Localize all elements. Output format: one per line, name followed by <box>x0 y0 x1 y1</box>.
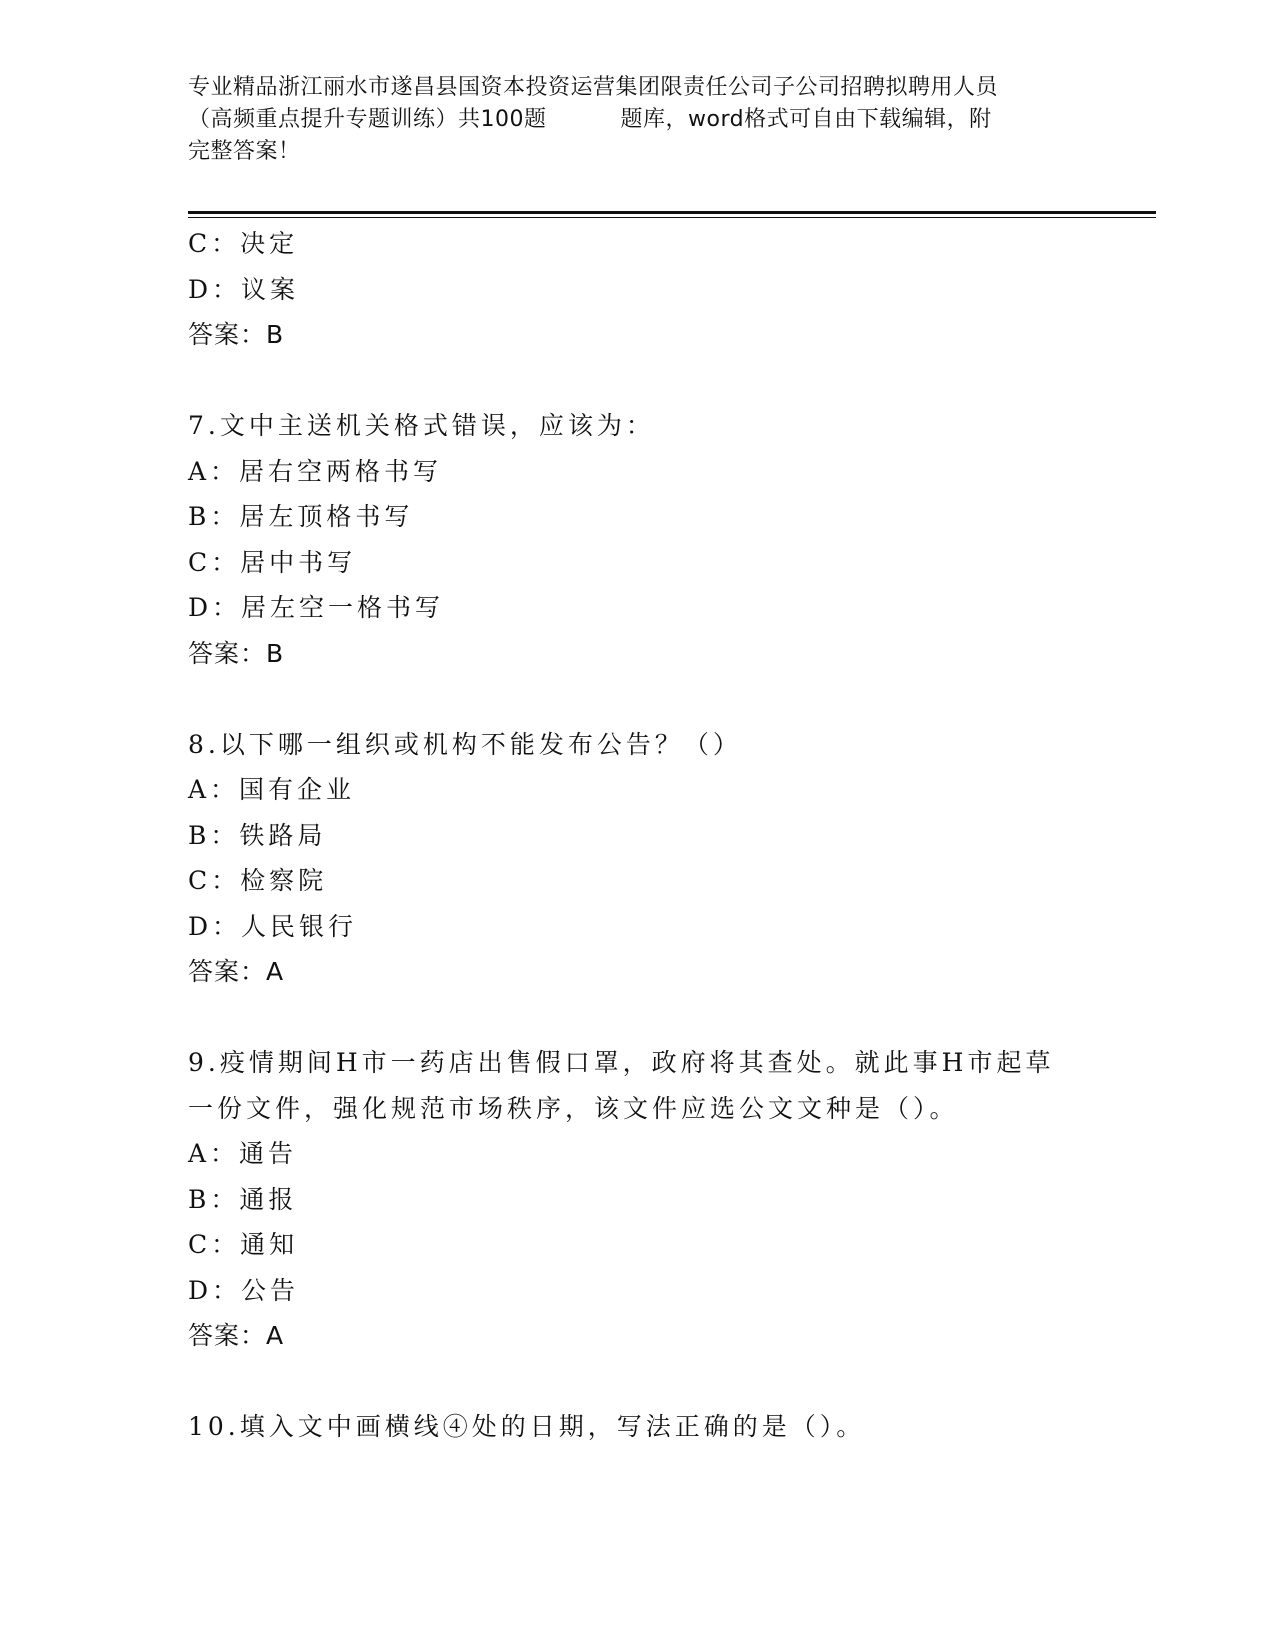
question-stem: 7.文中主送机关格式错误，应该为： <box>188 411 655 440</box>
header-divider-thick <box>188 211 1156 214</box>
header-title-line-2-right: 题库，word格式可自由下载编辑，附 <box>620 107 992 132</box>
option-a: A：国有企业 <box>188 775 356 804</box>
question-stem: 8.以下哪一组织或机构不能发布公告？（） <box>188 729 742 759</box>
header-title-line-1: 专业精品浙江丽水市遂昌县国资本投资运营集团限责任公司子公司招聘拟聘用人员 <box>188 75 999 100</box>
question-stem-line-2: 一份文件，强化规范市场秩序，该文件应选公文文种是（）。 <box>188 1093 959 1123</box>
option-c: C：居中书写 <box>188 547 357 577</box>
question-9 <box>188 1040 1088 1359</box>
page-header <box>188 72 1088 168</box>
option-b: B：铁路局 <box>188 820 327 850</box>
question-stem-line-1: 9.疫情期间H市一药店出售假口罩，政府将其查处。就此事H市起草 <box>188 1048 1055 1077</box>
answer-line: 答案：A <box>188 957 285 986</box>
option-d: D：议案 <box>188 274 300 304</box>
option-c: C：决定 <box>188 229 299 258</box>
header-title-line-3: 完整答案！ <box>188 139 301 164</box>
header-divider-thin <box>188 217 1156 218</box>
question-stem: 10.填入文中画横线④处的日期，写法正确的是（）。 <box>188 1412 866 1441</box>
option-c: C：检察院 <box>188 866 328 895</box>
option-b: B：居左顶格书写 <box>188 502 414 531</box>
question-7 <box>188 403 1088 676</box>
question-8 <box>188 722 1088 995</box>
answer-line: 答案：B <box>188 320 285 349</box>
question-list <box>188 221 1088 1450</box>
question-6-tail <box>188 221 1088 358</box>
header-title-line-2 <box>188 104 1088 136</box>
option-c: C：通知 <box>188 1230 299 1259</box>
option-d: D：人民银行 <box>188 911 358 941</box>
question-10 <box>188 1404 1088 1450</box>
answer-line: 答案：A <box>188 1321 285 1350</box>
option-a: A：通告 <box>188 1139 298 1168</box>
option-a: A：居右空两格书写 <box>188 456 443 486</box>
answer-line: 答案：B <box>188 638 285 668</box>
option-b: B：通报 <box>188 1184 298 1214</box>
option-d: D：公告 <box>188 1275 300 1305</box>
header-title-line-2-left: （高频重点提升专题训练）共100题 <box>188 107 547 132</box>
option-d: D：居左空一格书写 <box>188 593 445 622</box>
